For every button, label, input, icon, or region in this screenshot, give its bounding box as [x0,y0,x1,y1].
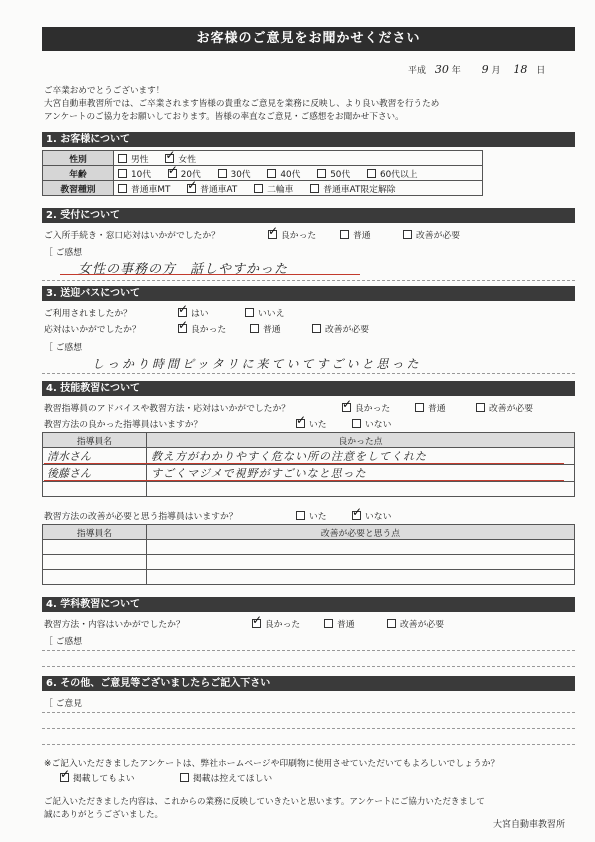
bus-used-no-option[interactable] [245,306,284,319]
dotted-line [42,373,575,374]
checkbox[interactable] [254,184,263,193]
dotted-line [42,744,575,745]
dotted-line [42,728,575,729]
col-instructor-name: 指導員名 [43,525,147,540]
option-label: 普通 [428,404,446,414]
date-month-unit: 月 [491,66,501,76]
checkbox[interactable] [250,324,259,333]
checkbox[interactable] [180,773,189,782]
skill-instructor-question: 教習指導員のアドバイスや教習方法・応対はいかがでしたか？ [44,404,291,414]
reception-normal-option[interactable] [340,228,371,241]
checkbox-checked[interactable] [342,403,351,412]
consent-question: ※ご記入いただきましたアンケートは、弊社ホームページや印刷物に使用させていただいてもよろしいでしょうか？ [44,759,500,769]
intro-line-1: ご卒業おめでとうございます！ [44,86,165,96]
course-mt-option[interactable] [118,182,170,195]
date-year-unit: 年 [451,66,461,76]
closing-line-2: 誠にありがとうございました。 [44,810,164,820]
option-label: 60代以上 [379,169,418,180]
option-label: 良かった [265,620,301,630]
checkbox[interactable] [218,169,227,178]
dotted-line [42,712,575,713]
checkbox[interactable] [118,184,127,193]
dotted-line [42,650,575,651]
classroom-improve-option[interactable] [387,617,444,630]
option-label: 掲載してもよい [73,774,135,784]
bus-used-question: ご利用されましたか？ [44,309,132,319]
option-label: いない [365,512,392,522]
consent-deny-option[interactable] [180,771,272,784]
red-underline [60,274,360,275]
checkbox[interactable] [367,169,376,178]
col-improvement-points: 改善が必要と思う点 [147,525,575,540]
bus-comment-label: ［ ご感想 [44,343,82,353]
age-30s-option[interactable] [218,167,251,180]
checkbox[interactable] [324,619,333,628]
improvement-point-cell [147,555,575,570]
checkbox-checked[interactable] [168,169,177,178]
option-label: はい [191,309,209,319]
bus-service-normal-option[interactable] [250,322,281,335]
date-day: 18 [513,63,528,76]
date-line [408,63,545,76]
comment-label-text: ご感想 [55,343,82,353]
good-instructor-question: 教習方法の良かった指導員はいますか？ [44,420,203,430]
checkbox[interactable] [310,184,319,193]
option-label: 改善が必要 [400,620,444,630]
red-underline [44,480,564,481]
option-label: 改善が必要 [325,325,369,335]
intro-line-2: 大宮自動車教習所では、ご卒業されます皆様の貴重なご意見を業務に反映し、より良い教習を行うため [44,99,440,109]
option-label: 30代 [230,169,251,180]
checkbox[interactable] [245,308,254,317]
course-at-option[interactable] [187,182,237,195]
comment-label-text: ご感想 [55,637,82,647]
age-60s-plus-option[interactable] [367,167,418,180]
option-label: 良かった [191,325,227,335]
gender-label: 性別 [43,151,114,166]
checkbox[interactable] [340,230,349,239]
course-type-label: 教習種別 [43,181,114,196]
checkbox-checked[interactable] [178,324,187,333]
checkbox-checked[interactable] [60,773,69,782]
checkbox-checked[interactable] [352,511,361,520]
intro-text [44,85,574,124]
consent-allow-option[interactable] [60,771,135,784]
reception-comment-handwritten: 女性の事務の方 話しやすかった [78,262,289,277]
age-10s-option[interactable] [118,167,151,180]
instructor-name-cell [43,570,147,585]
checkbox[interactable] [403,230,412,239]
bus-service-question: 応対はいかがでしたか？ [44,325,141,335]
good-point-cell [147,482,575,497]
intro-line-3: アンケートのご協力をお願いしております。皆様の率直なご意見・ご感想をお聞かせ下さい。 [44,112,404,122]
section-bus-heading: 3. 送迎バスについて [42,286,575,301]
classroom-comment-label: ［ ご感想 [44,637,82,647]
good-point-cell: すごくマジメで視野がすごいなと思った [147,465,575,482]
date-month: 9 [481,63,489,76]
checkbox-checked[interactable] [268,230,277,239]
checkbox[interactable] [317,169,326,178]
option-label: 改善が必要 [489,404,533,414]
checkbox[interactable] [312,324,321,333]
section-reception-heading: 2. 受付について [42,208,575,223]
school-signature: 大宮自動車教習所 [492,820,565,830]
closing-line-1: ご記入いただきました内容は、これからの業務に反映していきたいと思います。アンケートにご協力いただきまして [44,797,485,807]
option-label: 普通 [263,325,281,335]
option-label: いた [309,512,327,522]
gender-male-option[interactable] [118,152,149,165]
course-at-release-option[interactable] [310,182,395,195]
date-day-unit: 日 [536,66,546,76]
option-label: いいえ [258,309,285,319]
dotted-line [42,280,575,281]
bad-instructor-no-option[interactable] [352,509,391,522]
option-label: 普通 [337,620,355,630]
other-comment-label: ［ ご意見 [44,699,82,709]
red-underline [44,463,564,464]
option-label: 男性 [131,154,149,165]
checkbox[interactable] [267,169,276,178]
option-label: 20代 [180,169,201,180]
option-label: 普通車AT [200,184,238,195]
option-label: 10代 [131,169,151,180]
option-label: 女性 [178,154,197,165]
option-label: 掲載は控えてほしい [193,774,273,784]
age-50s-option[interactable] [317,167,350,180]
classroom-question: 教習方法・内容はいかがでしたか？ [44,620,185,630]
date-year: 30 [434,63,449,76]
checkbox[interactable] [387,619,396,628]
bus-service-good-option[interactable] [178,322,226,335]
age-label: 年齢 [43,166,114,181]
option-label: 40代 [280,169,301,180]
option-label: 普通 [353,231,371,241]
checkbox[interactable] [476,403,485,412]
customer-table [42,150,483,196]
reception-improve-option[interactable] [403,228,460,241]
bad-instructor-yes-option[interactable] [296,509,327,522]
age-40s-option[interactable] [267,167,300,180]
dotted-line [42,666,575,667]
age-options [114,166,483,181]
instructor-name-cell [43,540,147,555]
checkbox-checked[interactable] [178,308,187,317]
good-instructor-table [42,432,575,497]
date-era: 平成 [408,66,427,76]
improvement-point-cell [147,540,575,555]
course-type-options [114,181,483,196]
col-good-points: 良かった点 [147,433,575,448]
good-point-cell: 教え方がわかりやすく危ない所の注意をしてくれた [147,448,575,465]
option-label: 改善が必要 [416,231,460,241]
reception-comment-label: ［ ご感想 [44,248,82,258]
good-instructor-yes-option[interactable] [296,417,327,430]
checkbox[interactable] [296,511,305,520]
reception-good-option[interactable] [268,228,316,241]
section-other-heading: 6. その他、ご意見等ございましたらご記入下さい [42,676,575,691]
option-label: いた [309,420,327,430]
option-label: 良かった [355,404,391,414]
checkbox[interactable] [415,403,424,412]
checkbox-checked[interactable] [252,619,261,628]
instructor-name-cell [43,555,147,570]
bad-instructor-question: 教習方法の改善が必要と思う指導員はいますか？ [44,512,238,522]
bus-comment-handwritten: しっかり時間ピッタリに来ていてすごいと思った [92,357,422,371]
checkbox[interactable] [118,169,127,178]
skill-normal-option[interactable] [415,401,446,414]
bus-service-improve-option[interactable] [312,322,369,335]
instructor-name-cell [43,482,147,497]
checkbox[interactable] [352,419,361,428]
option-label: 二輪車 [267,184,294,195]
option-label: 良かった [281,231,317,241]
option-label: 普通車MT [131,184,171,195]
comment-label-text: ご感想 [55,248,82,258]
instructor-name-cell: 後藤さん [43,465,147,482]
skill-improve-option[interactable] [476,401,533,414]
col-instructor-name: 指導員名 [43,433,147,448]
option-label: 50代 [330,169,351,180]
course-motorcycle-option[interactable] [254,182,293,195]
classroom-normal-option[interactable] [324,617,355,630]
section-customer-heading: 1. お客様について [42,132,575,147]
bad-instructor-table [42,524,575,585]
form-title: お客様のご意見をお聞かせください [42,27,575,51]
checkbox[interactable] [118,154,127,163]
good-instructor-no-option[interactable] [352,417,391,430]
reception-question: ご入所手続き・窓口応対はいかがでしたか？ [44,231,220,241]
option-label: いない [365,420,392,430]
section-skill-heading: 4. 技能教習について [42,381,575,396]
improvement-point-cell [147,570,575,585]
classroom-good-option[interactable] [252,617,300,630]
option-label: 普通車AT限定解除 [323,184,396,195]
checkbox-checked[interactable] [165,154,174,163]
checkbox-checked[interactable] [187,184,196,193]
checkbox-checked[interactable] [296,419,305,428]
section-classroom-heading: 4. 学科教習について [42,597,575,612]
comment-label-text: ご意見 [55,699,82,709]
instructor-name-cell: 清水さん [43,448,147,465]
skill-good-option[interactable] [342,401,390,414]
